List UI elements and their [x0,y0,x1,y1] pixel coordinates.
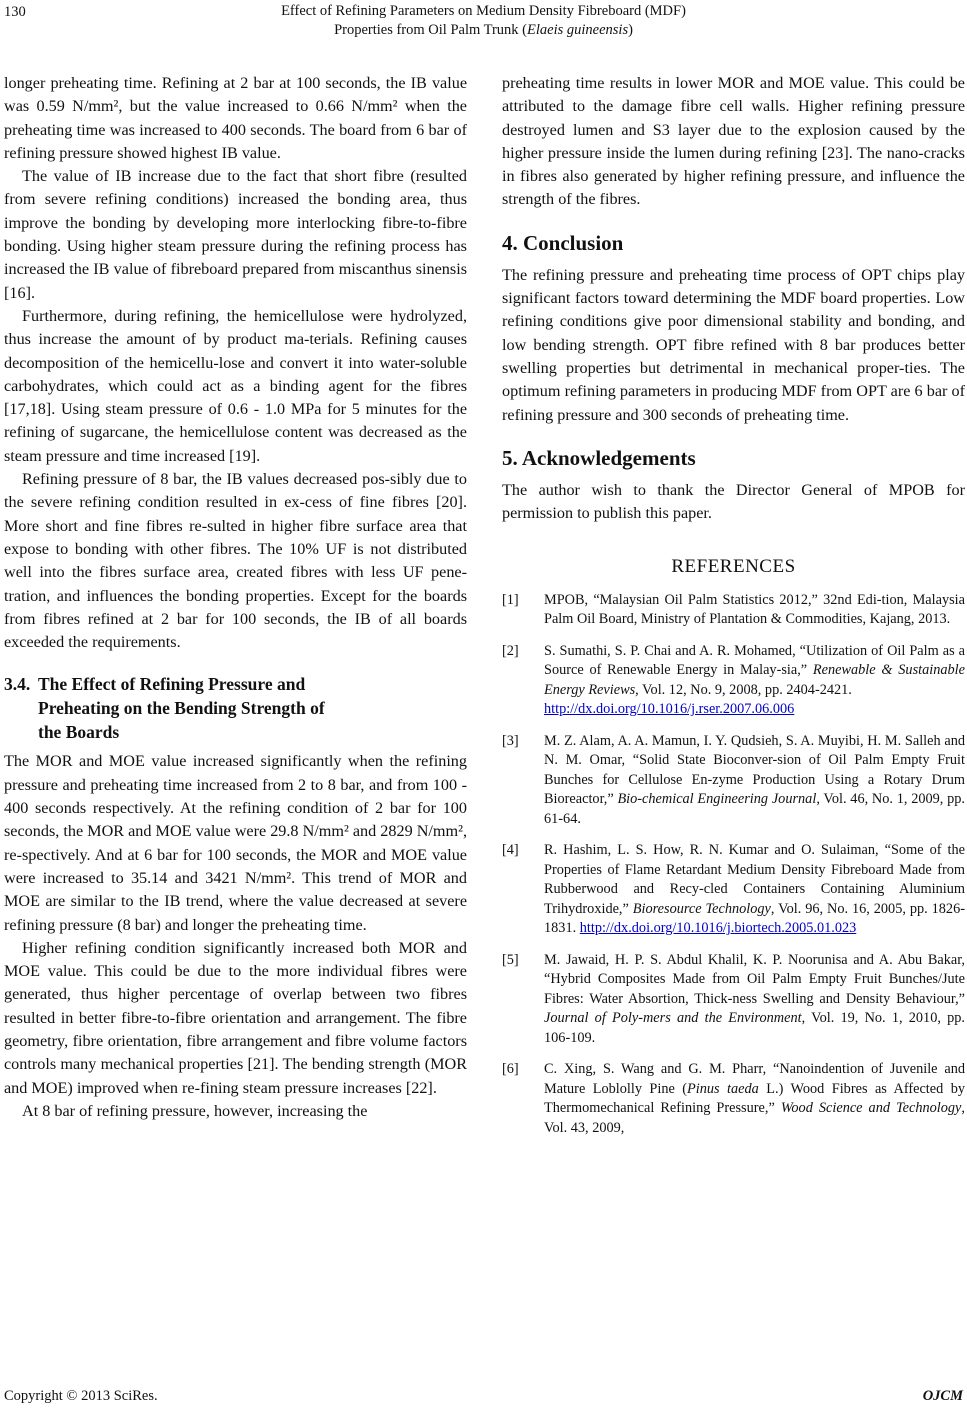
paragraph: Refining pressure of 8 bar, the IB values decreased pos-sibly due to the severe refining condition resulted in ex-cess of fine fibres [20]. More short and fine fibres re-sulted in higher fibre surface area that expose to bonding with other fibres. The 10% UF is not distributed well into the fibres surface area, created fibres with less UF pene-tration, and influences the bonding properties. Except for the boards from fibres refined at 2 bar for 100 seconds, the IB of all boards exceeded the requirements. [4,470,467,652]
paragraph: preheating time results in lower MOR and MOE value. This could be attributed to the damage fibre cell walls. Higher refining pressure destroyed lumen and S3 layer due to the explosion caused by the higher pressure inside the lumen during refining [23]. The nano-cracks in fibres also generated by higher refining pressure, and influence the strength of the fibres. [502,74,965,209]
reference-item: [4] R. Hashim, L. S. How, R. N. Kumar and O. Sulaiman, “Some of the Properties of Flame Retardant Medium Density Fibreboard Made from Rubberwood and Recy-cled Containers Containing Aluminium Trihydroxide,” Bioresource Technology, Vol. 96, No. 16, 2005, pp. 1826-1831. http://dx.doi.org/10.1016/j.biortech.2005.01.023 [502,842,965,937]
reference-item: [3] M. Z. Alam, A. A. Mamun, I. Y. Qudsieh, S. A. Muyibi, H. M. Salleh and N. M. Omar, “Solid State Bioconver-sion of Oil Palm Empty Fruit Bunches for Cellulose En-zyme Production Using a Rotary Drum Bioreactor,” Bio-chemical Engineering Journal, Vol. 46, No. 1, 2009, pp. 61-64. [502,732,965,827]
doi-link[interactable]: http://dx.doi.org/10.1016/j.biortech.2005.01.023 [579,920,857,937]
left-column [4,72,467,1123]
conclusion-heading: 4. Conclusion [502,230,624,255]
page-footer [4,1388,963,1405]
reference-item: [2] S. Sumathi, S. P. Chai and A. R. Mohamed, “Utilization of Oil Palm as a Source of Renewable Energy in Malay-sia,” Renewable & Sustainable Energy Reviews, Vol. 12, No. 9, 2008, pp. 2404-2421. http://dx.doi.org/10.1016/j.rser.2007.06.006 [502,642,965,718]
paragraph: The MOR and MOE value increased significantly when the refining pressure and preheating time increased from 2 to 8 bar, and from 100 - 400 seconds respectively. At the refining condition of 2 bar for 100 seconds, the MOR and MOE value were 29.8 N/mm² and 2829 N/mm², re-spectively. And at 6 bar for 100 seconds, the MOR and MOE value were increased to 35.14 and 3421 N/mm². This trend of MOR and MOE are similar to the IB trend, where the value decreased at severe refining pressure (8 bar) and longer the preheating time. [4,752,467,934]
paragraph: Furthermore, during refining, the hemicellulose were hydrolyzed, thus increase the amount of by product ma-terials. Refining causes decomposition of the hemicellu-lose and convert it into water-soluble carbohydrates, which could act as a binding agent for the fibres [17,18]. Using steam pressure of 0.6 - 1.0 MPa for 5 minutes for the refining of sugarcane, the hemicellulose content was decreased as the steam pressure and time increased [19]. [4,306,467,465]
species-name: Elaeis guineensis [527,22,629,38]
doi-link[interactable]: http://dx.doi.org/10.1016/j.rser.2007.06.006 [544,701,795,718]
conclusion-paragraph: The refining pressure and preheating time process of OPT chips play significant factors toward determining the MDF board properties. Low refining conditions give poor dimensional stability and bonding, and low bending strength. OPT fibre refined with 8 bar produces better swelling properties but detrimental in mechanical proper-ties. The optimum refining parameters in producing MDF from OPT are 6 bar of refining pressure and 300 seconds of preheating time. [502,265,965,424]
paragraph: longer preheating time. Refining at 2 bar at 100 seconds, the IB value was 0.59 N/mm², but the value increased to 0.66 N/mm² when the preheating time was increased to 400 seconds. The board from 6 bar of refining pressure showed highest IB value. [4,74,467,162]
running-title-line2: Properties from Oil Palm Trunk (Elaeis guineensis) [334,22,633,38]
journal-abbreviation: OJCM [922,1388,963,1404]
paragraph: The value of IB increase due to the fact that short fibre (resulted from severe refining conditions) increased the bonding area, thus improve the bonding by developing more interlocking fibre-to-fibre bonding. Using higher steam pressure during the refining process has increased the IB value of fibreboard prepared from miscanthus sinensis [16]. [4,167,467,302]
page-header [0,2,967,40]
paragraph: At 8 bar of refining pressure, however, increasing the [22,1101,368,1120]
acknowledgements-heading: 5. Acknowledgements [502,445,696,470]
reference-item: [1] MPOB, “Malaysian Oil Palm Statistics 2012,” 32nd Edi-tion, Malaysia Palm Oil Board, Ministry of Plantation & Commodities, Kajang, 2013. [502,591,965,628]
reference-item: [5] M. Jawaid, H. P. S. Abdul Khalil, K. P. Noorunisa and A. Abu Bakar, “Hybrid Composites Made from Oil Palm Empty Fruit Bunches/Jute Fibres: Water Absortion, Thick-ness Swelling and Density Behaviour,” Journal of Poly-mers and the Environment, Vol. 19, No. 1, 2010, pp. 106-109. [502,951,965,1046]
section-heading-3-4: 3.4. The Effect of Refining Pressure and Preheating on the Bending Strength of the Boards [4,674,325,743]
paragraph: Higher refining condition significantly increased both MOR and MOE value. This could be due to the more individual fibres were generated, thus higher percentage of overlap between two fibres resulted in better fibre-to-fibre orientation and arrangement. The fibre geometry, fibre orientation, fibre arrangement and fibre volume factors controls many mechanical properties [21]. The bending strength (MOR and MOE) improved when re-fining steam pressure increases [22]. [4,938,467,1097]
running-title-line1: Effect of Refining Parameters on Medium Density Fibreboard (MDF) [281,3,686,19]
right-column [502,72,965,1150]
copyright-notice: Copyright © 2013 SciRes. [4,1388,158,1404]
page-number: 130 [4,4,26,20]
reference-item: [6] C. Xing, S. Wang and G. M. Pharr, “Nanoindention of Juvenile and Mature Loblolly Pine (Pinus taeda L.) Wood Fibres as Affected by Thermomechanical Refining Pressure,” Wood Science and Technology, Vol. 43, 2009, [502,1061,965,1136]
acknowledgements-paragraph: The author wish to thank the Director General of MPOB for permission to publish this paper. [502,480,965,523]
references-heading: REFERENCES [671,556,796,578]
